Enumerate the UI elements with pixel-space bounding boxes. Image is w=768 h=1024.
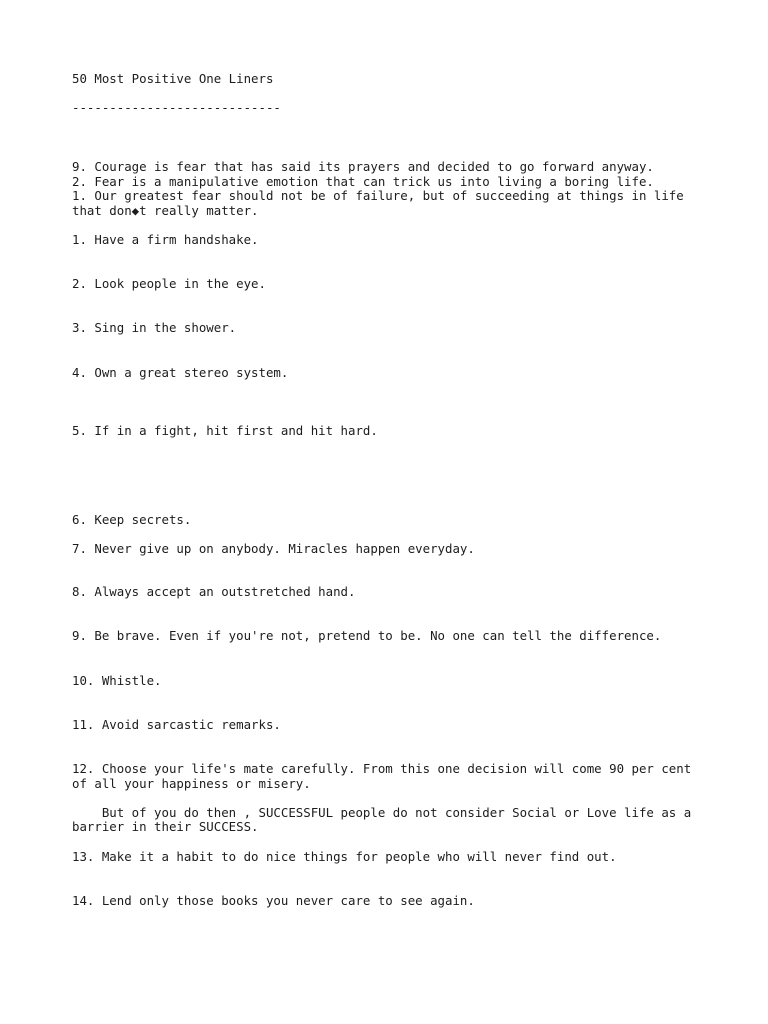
list-item: 9. Be brave. Even if you're not, pretend to be. No one can tell the difference. [72, 628, 662, 643]
list-item: 2. Look people in the eye. [72, 276, 266, 291]
list-item: 14. Lend only those books you never care to see again. [72, 893, 475, 908]
list-item: 12. Choose your life's mate carefully. From this one decision will come 90 per cent [72, 761, 692, 776]
document-title: 50 Most Positive One Liners [72, 71, 274, 86]
list-item: 3. Sing in the shower. [72, 320, 237, 335]
list-item: 10. Whistle. [72, 673, 162, 688]
list-item: 7. Never give up on anybody. Miracles happen everyday. [72, 541, 475, 556]
list-item-continued: barrier in their SUCCESS. [72, 819, 259, 834]
intro-line: 9. Courage is fear that has said its prayers and decided to go forward anyway. [72, 159, 654, 174]
list-item: 8. Always accept an outstretched hand. [72, 584, 356, 599]
list-item-continued: of all your happiness or misery. [72, 776, 311, 791]
intro-line: 2. Fear is a manipulative emotion that can trick us into living a boring life. [72, 174, 654, 189]
list-item: 6. Keep secrets. [72, 512, 192, 527]
list-item: 11. Avoid sarcastic remarks. [72, 717, 281, 732]
title-separator: ---------------------------- [72, 100, 281, 115]
intro-line: that don◆t really matter. [72, 203, 259, 218]
list-item: 5. If in a fight, hit first and hit hard. [72, 423, 378, 438]
list-item: 13. Make it a habit to do nice things for people who will never find out. [72, 849, 617, 864]
intro-line: 1. Our greatest fear should not be of failure, but of succeeding at things in life [72, 188, 684, 203]
list-item: But of you do then , SUCCESSFUL people do not consider Social or Love life as a [72, 805, 692, 820]
list-item: 1. Have a firm handshake. [72, 232, 259, 247]
list-item: 4. Own a great stereo system. [72, 365, 289, 380]
